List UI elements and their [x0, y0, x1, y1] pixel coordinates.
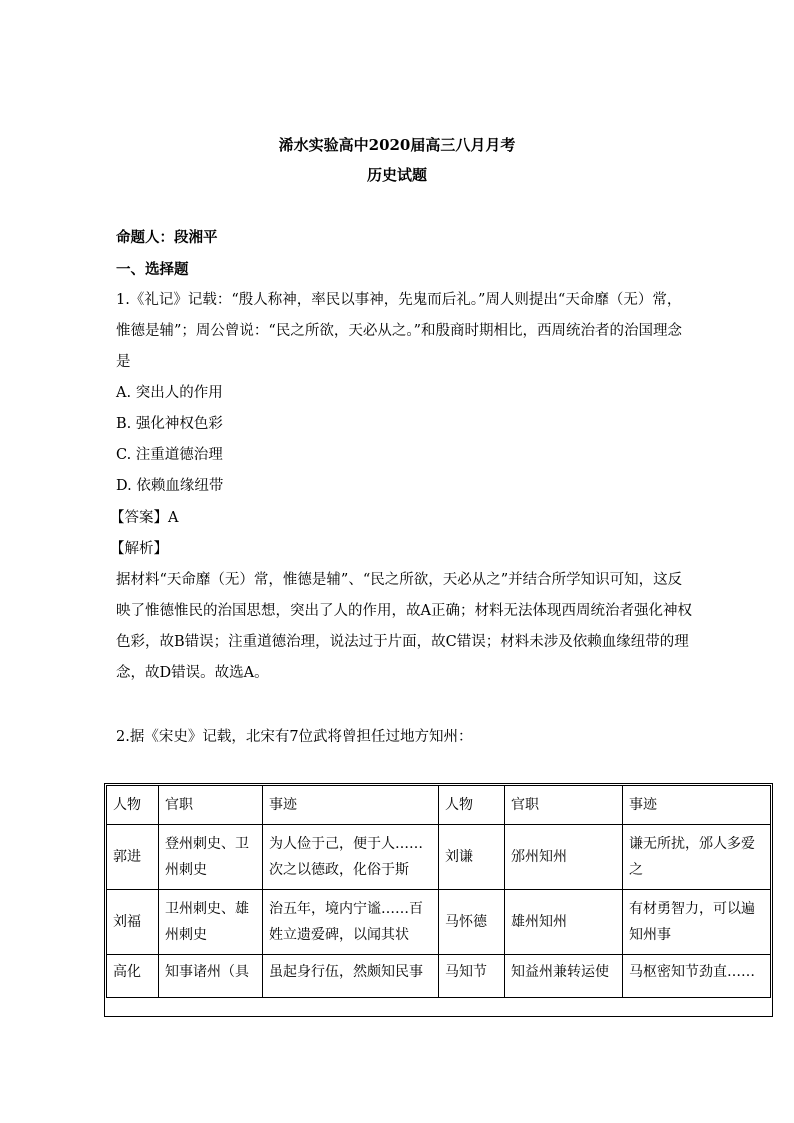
q1-option-a: A. 突出人的作用: [116, 385, 223, 401]
table-cell: 为人俭于己，便于人……次之以德政，化俗于斯: [263, 825, 439, 890]
table-cell: 有材勇智力，可以遍知州事: [623, 890, 771, 955]
header-cell: 人物: [107, 786, 159, 825]
table-cell: 邠州知州: [505, 825, 623, 890]
table-row: [107, 825, 771, 890]
q1-answer: 【答案】A: [110, 510, 179, 526]
table-header-row: [107, 786, 771, 825]
q1-analysis-line-2: 映了惟德惟民的治国思想，突出了人的作用，故A正确；材料无法体现西周统治者强化神权: [116, 603, 692, 619]
table-cell: 雄州知州: [505, 890, 623, 955]
header-cell: 事迹: [263, 786, 439, 825]
exam-title: 浠水实验高中2020届高三八月月考: [278, 136, 516, 154]
table-cell: 登州刺史、卫州刺史: [159, 825, 263, 890]
table-cell: 刘福: [107, 890, 159, 955]
header-cell: 事迹: [623, 786, 771, 825]
q1-option-d: D. 依赖血缘纽带: [116, 478, 224, 494]
table-row: [107, 955, 771, 998]
q1-analysis-line-3: 色彩，故B错误；注重道德治理，说法过于片面，故C错误；材料未涉及依赖血缘纽带的理: [116, 634, 689, 650]
table-row: [107, 890, 771, 955]
header-cell: 官职: [159, 786, 263, 825]
q1-stem-line-1: 1.《礼记》记载：“殷人称神，率民以事神，先鬼而后礼。”周人则提出“天命靡（无）常，: [116, 292, 682, 308]
q1-option-c: C. 注重道德治理: [116, 447, 223, 463]
table-cell: 刘谦: [439, 825, 505, 890]
table-cell: 卫州刺史、雄州刺史: [159, 890, 263, 955]
table-cell: 治五年，境内宁谧……百姓立遗爱碑，以闻其状: [263, 890, 439, 955]
q1-analysis-line-4: 念，故D错误。故选A。: [116, 665, 269, 681]
q1-stem-line-2: 惟德是辅”；周公曾说：“民之所欲，天必从之。”和殷商时期相比，西周统治者的治国理念: [116, 323, 682, 339]
table-cell: 虽起身行伍，然颇知民事: [263, 955, 439, 998]
table-cell: 知事诸州（具: [159, 955, 263, 998]
table-cell: 知益州兼转运使: [505, 955, 623, 998]
table-cell: 马怀德: [439, 890, 505, 955]
table-cell: 郭进: [107, 825, 159, 890]
table-cell: 高化: [107, 955, 159, 998]
q1-analysis-label: 【解析】: [110, 541, 168, 557]
author-line: 命题人：段湘平: [116, 229, 218, 246]
header-cell: 人物: [439, 786, 505, 825]
q1-stem-line-3: 是: [116, 354, 131, 370]
generals-table: [106, 785, 771, 998]
exam-subtitle: 历史试题: [366, 166, 427, 184]
table-cell: 马枢密知节劲直……: [623, 955, 771, 998]
table-cell: 谦无所扰，邠人多爱之: [623, 825, 771, 890]
table-cell: 马知节: [439, 955, 505, 998]
q2-stem: 2.据《宋史》记载，北宋有7位武将曾担任过地方知州：: [116, 729, 473, 745]
header-cell: 官职: [505, 786, 623, 825]
q1-analysis-line-1: 据材料“天命靡（无）常，惟德是辅”、“民之所欲，天必从之”并结合所学知识可知，这反: [116, 572, 683, 588]
q1-option-b: B. 强化神权色彩: [116, 416, 223, 432]
section-heading: 一、选择题: [116, 261, 189, 278]
